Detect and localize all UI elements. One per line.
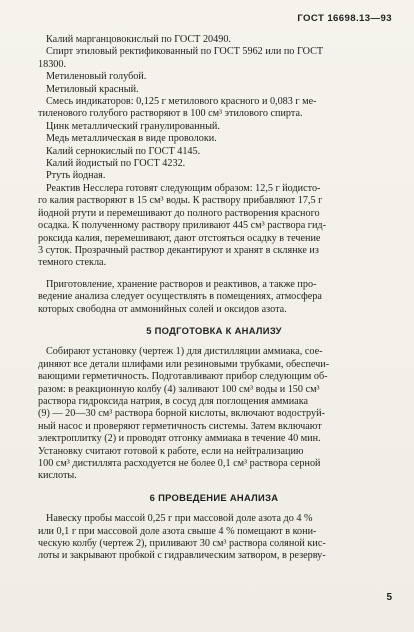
reagent-list xyxy=(38,34,390,59)
text-line: или 0,1 г при массовой доле азота свыше 4 % помещают в кони- xyxy=(38,525,317,537)
reagent-list xyxy=(38,121,390,195)
text-line: разом: в реакционную колбу (4) заливают 100 см³ воды и 150 см³ xyxy=(38,383,320,395)
section-paragraph xyxy=(38,346,390,358)
text-line: раствора гидроксида натрия, в сосуд для поглощения аммиака xyxy=(38,395,309,407)
text-line: йодной ртути и перемешивают до полного растворения красного xyxy=(38,207,320,219)
text-line: Навеску пробы массой 0,25 г при массовой доле азота до 4 % xyxy=(46,513,313,525)
text-line: осадка. К полученному раствору приливают 445 см³ раствора гид- xyxy=(38,220,326,232)
text-line: темного стекла. xyxy=(38,257,107,269)
text-line: Смесь индикаторов: 0,125 г метилового красного и 0,083 г ме- xyxy=(46,96,317,108)
text-line: Метиленовый голубой. xyxy=(46,71,147,83)
storage-paragraph xyxy=(38,279,390,291)
page-number: 5 xyxy=(386,592,392,603)
text-line: диняют все детали шлифами или резиновыми трубками, обеспечи- xyxy=(38,358,330,370)
text-line: Калий сернокислый по ГОСТ 4145. xyxy=(46,145,201,157)
text-line: 100 см³ дистиллята расходуется не более 0,1 см³ раствора серной xyxy=(38,458,321,469)
text-line: которых свободна от аммонийных солей и оксидов азота. xyxy=(38,303,287,315)
text-line: ный насос и проверяют герметичность системы. Затем включают xyxy=(38,420,322,432)
text-line: Собирают установку (чертеж 1) для дистилляции аммиака, сое- xyxy=(46,346,323,358)
text-line: го калия растворяют в 15 см³ воды. К раствору прибавляют 17,5 г xyxy=(38,195,323,207)
text-line: ческую колбу (чертеж 2), приливают 30 см³ раствора соляной кис- xyxy=(38,538,326,550)
reagent-list xyxy=(38,71,390,108)
text-line: Калий йодистый по ГОСТ 4232. xyxy=(46,158,186,170)
text-line: ведение анализа следует осуществлять в помещениях, атмосфера xyxy=(38,291,322,303)
text-line: Метиловый красный. xyxy=(46,83,139,95)
text-line: электроплитку (2) и проводят отгонку аммиака в течение 40 мин. xyxy=(38,433,321,445)
text-line: Калий марганцовокислый по ГОСТ 20490. xyxy=(46,34,231,45)
text-line: 3 суток. Прозрачный раствор декантируют и хранят в склянке из xyxy=(38,244,319,256)
text-line: Реактив Несслера готовят следующим образом: 12,5 г йодисто- xyxy=(46,182,321,194)
document-body xyxy=(38,34,390,563)
text-line: Ртуть йодная. xyxy=(46,170,106,182)
text-line: вающими герметичность. Подготавливают прибор следующим об- xyxy=(38,371,328,383)
text-line: Спирт этиловый ректификованный по ГОСТ 5962 или по ГОСТ xyxy=(46,46,324,58)
text-line: тиленового голубого растворяют в 100 см³ этилового спирта. xyxy=(38,108,303,120)
text-line: Медь металлическая в виде проволоки. xyxy=(46,133,217,145)
section-paragraph xyxy=(38,513,390,525)
text-line: 18300. xyxy=(38,58,67,70)
section-title: 5 ПОДГОТОВКА К АНАЛИЗУ xyxy=(146,324,282,336)
text-line: Приготовление, хранение растворов и реактивов, а также про- xyxy=(46,278,317,290)
text-line: роксида калия, перемешивают, дают отстояться осадку в течение xyxy=(38,232,321,244)
text-line: лоты и закрывают пробкой с гидравлическим затвором, в резерву- xyxy=(38,550,326,562)
section-title: 6 ПРОВЕДЕНИЕ АНАЛИЗА xyxy=(149,491,279,503)
text-line: (9) — 20—30 см³ раствора борной кислоты, включают водоструй- xyxy=(38,408,325,420)
text-line: Цинк металлический гранулированный. xyxy=(46,120,220,132)
text-line: Установку считают готовой к работе, если на нейтрализацию xyxy=(38,445,304,457)
text-line: кислоты. xyxy=(38,470,77,482)
document-header: ГОСТ 16698.13—93 xyxy=(297,13,392,24)
